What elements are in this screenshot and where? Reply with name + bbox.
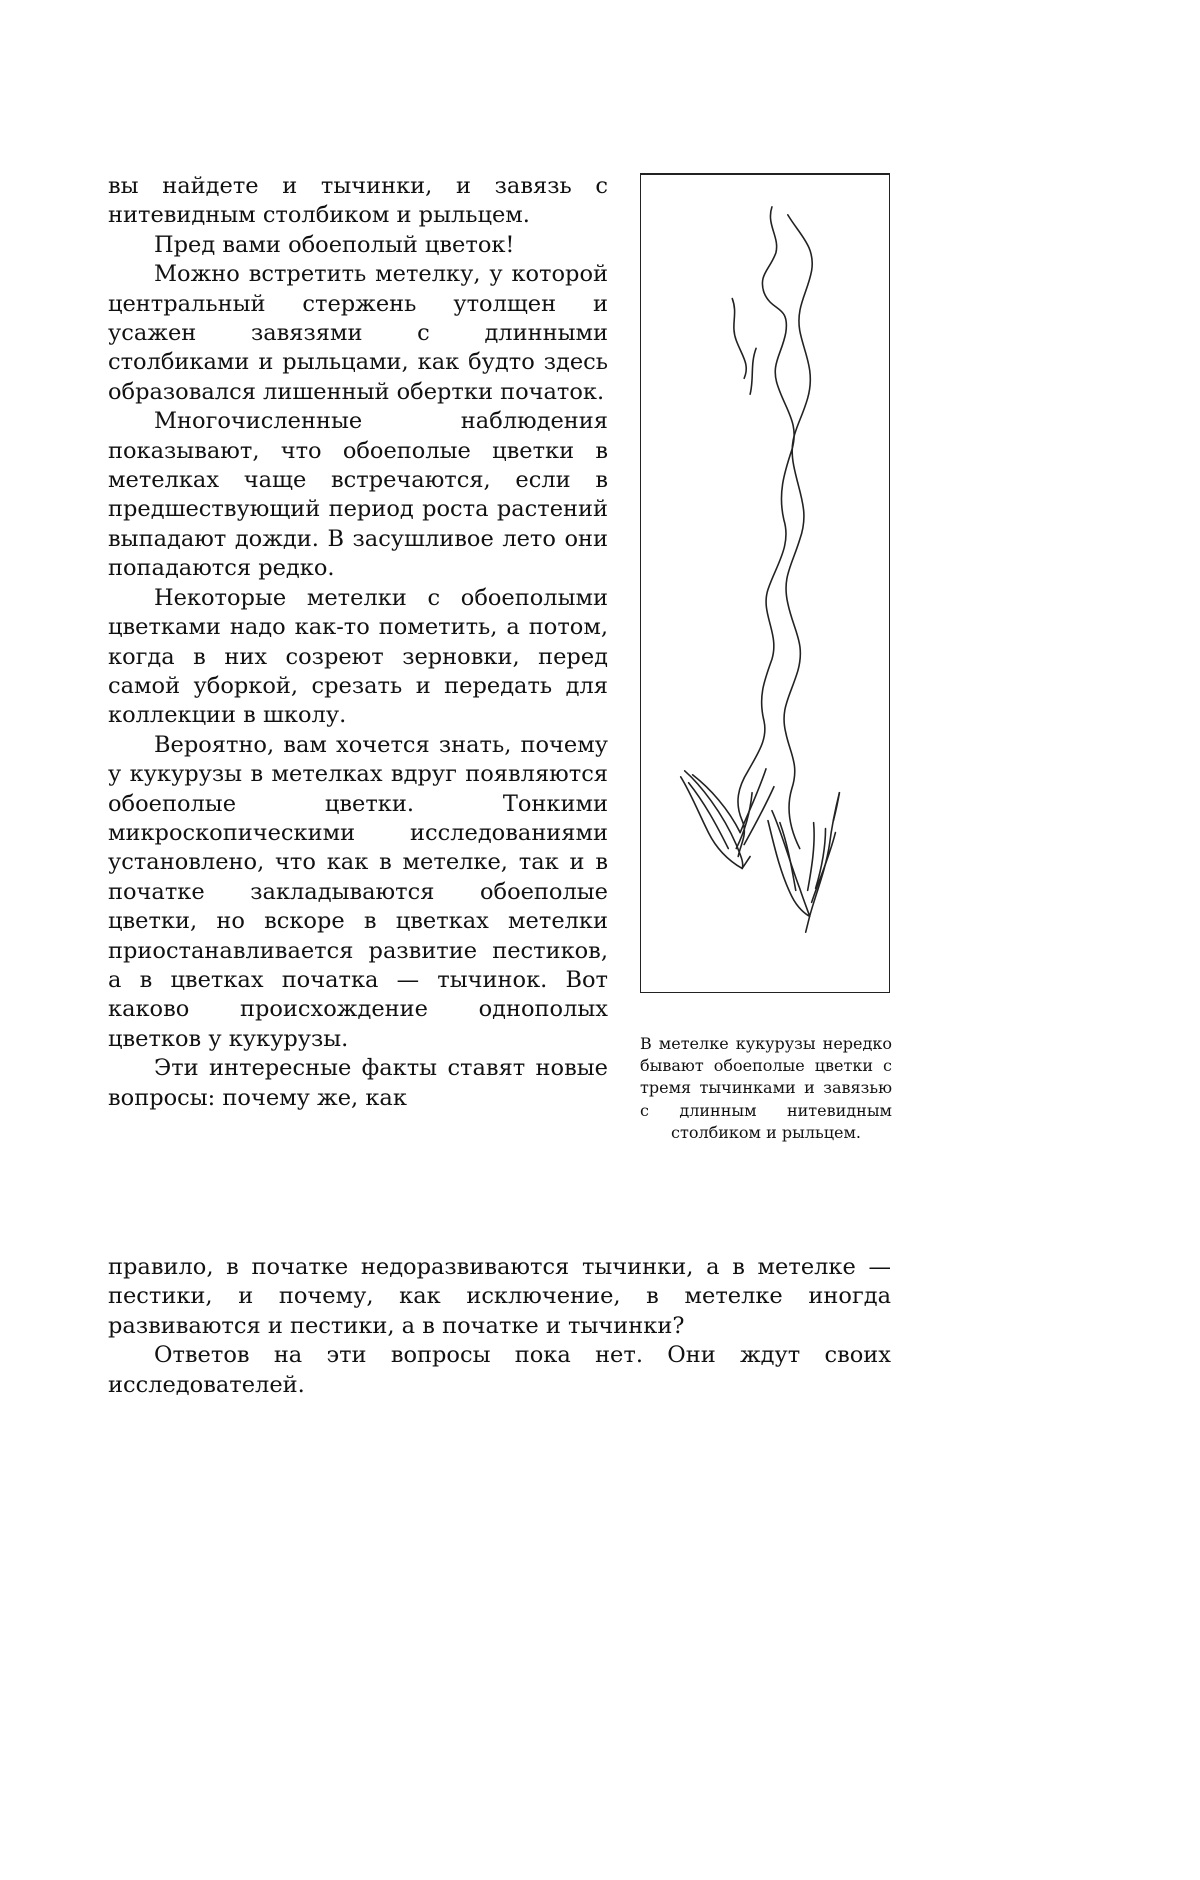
paragraph: Некоторые метелки с обоеполыми цветками надо как-то пометить, а потом, когда в них созреют зерновки, перед самой уборкой, срезать и передать для коллекции в школу. — [108, 584, 608, 731]
book-page — [0, 0, 1000, 1567]
paragraph: Ответов на эти вопросы пока нет. Они ждут своих исследователей. — [108, 1341, 891, 1400]
figure-caption — [640, 1033, 892, 1144]
paragraph: Пред вами обоеполый цветок! — [108, 231, 608, 260]
full-width-text — [108, 1253, 891, 1400]
paragraph: Вероятно, вам хочется знать, почему у кукурузы в метелках вдруг появляются обоеполые цветки. Тонкими микроскопическими исследованиями установлено, что как в метелке, так и в початке закладываются обоеполые цветки, но вскоре в цветках метелки приостанавливается развитие пестиков, а в цветках початка — тычинок. Вот каково происхождение однополых цветков у кукурузы. — [108, 731, 608, 1054]
main-text-column — [108, 172, 608, 1113]
caption-text: В метелке кукурузы нередко бывают обоеполые цветки с тремя тычинками и завязью с длинным нитевидным столбиком и рыльцем. — [640, 1033, 892, 1144]
corn-flower-drawing — [641, 175, 889, 992]
paragraph: Эти интересные факты ставят новые вопросы: почему же, как — [108, 1054, 608, 1113]
paragraph-continuation: вы найдете и тычинки, и завязь с нитевидным столбиком и рыльцем. — [108, 172, 608, 231]
paragraph-continuation: правило, в початке недоразвиваются тычинки, а в метелке — пестики, и почему, как исключение, в метелке иногда развиваются и пестики, а в початке и тычинки? — [108, 1253, 891, 1341]
stigma-thread-icon — [738, 207, 794, 857]
paragraph: Многочисленные наблюдения показывают, что обоеполые цветки в метелках чаще встречаются, если в предшествующий период роста растений выпадают дожди. В засушливое лето они попадаются редко. — [108, 407, 608, 583]
figure-illustration — [640, 173, 890, 993]
paragraph: Можно встретить метелку, у которой центральный стержень утолщен и усажен завязями с длинными столбиками и рыльцами, как будто здесь образовался лишенный обертки початок. — [108, 260, 608, 407]
